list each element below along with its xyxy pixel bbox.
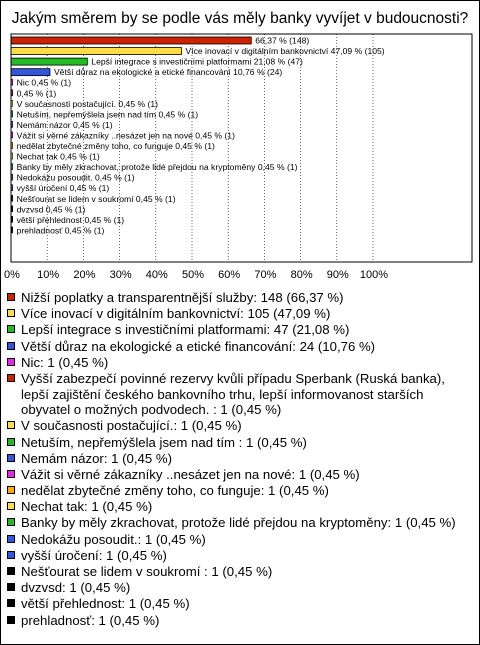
legend-swatch xyxy=(7,502,15,510)
bar xyxy=(11,37,251,44)
bar-data-label: 0,45 % (1) xyxy=(16,88,57,99)
legend-swatch xyxy=(7,342,15,350)
legend-swatch xyxy=(7,518,15,526)
legend-label: větší přehlednost: 1 (0,45 %) xyxy=(21,596,190,612)
legend-item xyxy=(7,613,473,629)
legend-item xyxy=(7,499,473,515)
bar-data-label: Větší důraz na ekologické a etické financování 10,76 % (24) xyxy=(53,67,283,78)
x-tick-label: 50% xyxy=(181,269,205,281)
legend-label: Lepší integrace s investičními platformami: 47 (21,08 %) xyxy=(21,322,350,338)
legend-label: nedělat zbytečné změny toho, co funguje: 1 (0,45 %) xyxy=(21,483,329,499)
x-tick-label: 100% xyxy=(359,269,389,281)
bar-data-label: 66,37 % (148) xyxy=(255,35,310,46)
legend-item xyxy=(7,451,473,467)
x-tick-label: 60% xyxy=(218,269,241,281)
legend-label: prehladnosť: 1 (0,45 %) xyxy=(21,612,160,628)
x-tick-label: 70% xyxy=(254,269,277,281)
bar-data-label: Netuším, nepřemýšlela jsem nad tím 0,45 % (1) xyxy=(16,109,199,120)
bar-data-label: Nemám názor 0,45 % (1) xyxy=(16,119,113,130)
bar-data-label: vyšší úročení 0,45 % (1) xyxy=(16,183,110,194)
legend-swatch xyxy=(7,309,15,317)
x-tick-label: 30% xyxy=(109,269,132,281)
bar-data-label: nedělat zbytečné změny toho, co funguje 0,45 % (1) xyxy=(16,141,215,151)
legend-label: Nic: 1 (0,45 %) xyxy=(21,354,109,370)
x-tick-label: 10% xyxy=(37,269,60,281)
x-tick-label: 40% xyxy=(145,269,168,281)
legend-label: Nižší poplatky a transparentnější služby: 148 (66,37 %) xyxy=(21,290,344,305)
chart-legend xyxy=(7,290,473,629)
legend-swatch xyxy=(7,374,15,382)
legend-swatch xyxy=(7,293,15,301)
bar-data-label: V současnosti postačující. 0,45 % (1) xyxy=(16,98,159,109)
legend-item xyxy=(7,371,473,418)
legend-swatch xyxy=(7,535,15,543)
legend-label: Vyšší zabezpečí povinné rezervy kvůli případu Sperbank (Ruská banka), lepší zajištění českého bankovního trhu, lepší informovanost starších obyvatel o možných podvodech. : 1 (0,45 %) xyxy=(21,370,445,418)
chart-title: Jakým směrem by se podle vás měly banky vyvíjet v budoucnosti? xyxy=(11,10,469,27)
legend-label: Nešťourat se lidem v soukromí : 1 (0,45 %) xyxy=(21,564,273,579)
legend-swatch xyxy=(7,454,15,462)
legend-swatch xyxy=(7,470,15,478)
bar-data-label: Nechat tak 0,45 % (1) xyxy=(16,151,100,162)
legend-label: Nedokážu posoudit.: 1 (0,45 %) xyxy=(21,531,206,547)
bar xyxy=(11,69,50,76)
legend-label: Nemám názor: 1 (0,45 %) xyxy=(21,450,172,466)
legend-label: Netuším, nepřemýšlela jsem nad tím : 1 (0,45 %) xyxy=(21,434,307,450)
legend-label: vyšší úročení: 1 (0,45 %) xyxy=(21,547,167,563)
bar-data-label: Nedokážu posoudit. 0,45 % (1) xyxy=(16,172,135,183)
legend-item xyxy=(7,515,473,531)
legend-swatch xyxy=(7,325,15,333)
bar-chart-plot xyxy=(0,0,480,290)
legend-label: Banky by měly zkrachovat, protože lidé přejdou na kryptoměny: 1 (0,45 %) xyxy=(21,515,456,531)
legend-item xyxy=(7,418,473,434)
legend-item xyxy=(7,564,473,580)
legend-label: Větší důraz na ekologické a etické financování: 24 (10,76 %) xyxy=(21,338,376,354)
bar-data-label: prehladnosť 0,45 % (1) xyxy=(16,225,105,236)
legend-label: Nechat tak: 1 (0,45 %) xyxy=(21,499,153,515)
legend-item xyxy=(7,467,473,483)
legend-item xyxy=(7,596,473,612)
legend-swatch xyxy=(7,421,15,429)
bar-data-label: dvzvsd 0,45 % (1) xyxy=(16,204,86,215)
legend-swatch xyxy=(7,616,15,624)
legend-item xyxy=(7,483,473,499)
legend-swatch xyxy=(7,551,15,559)
legend-item xyxy=(7,580,473,596)
bar-data-label: větší přehlednost 0,45 % (1) xyxy=(16,214,125,225)
legend-item xyxy=(7,306,473,322)
bar-data-label: Nešťourat se lidem v soukromí 0,45 % (1) xyxy=(16,193,176,204)
legend-item xyxy=(7,548,473,564)
legend-item xyxy=(7,290,473,306)
legend-swatch xyxy=(7,438,15,446)
legend-swatch xyxy=(7,567,15,575)
legend-item xyxy=(7,355,473,371)
legend-item xyxy=(7,322,473,338)
x-tick-label: 90% xyxy=(326,269,349,281)
bar-data-label: Nic 0,45 % (1) xyxy=(16,77,72,88)
legend-swatch xyxy=(7,358,15,366)
legend-swatch xyxy=(7,486,15,494)
legend-label: V současnosti postačující.: 1 (0,45 %) xyxy=(21,418,242,434)
legend-label: Více inovací v digitálním bankovnictví: 105 (47,09 %) xyxy=(21,306,331,322)
bar xyxy=(11,48,181,55)
bar-data-label: Vážit si věrné zákazníky ..nesázet jen na nové 0,45 % (1) xyxy=(16,130,235,141)
legend-item xyxy=(7,532,473,548)
x-tick-label: 0% xyxy=(4,269,20,281)
legend-swatch xyxy=(7,583,15,591)
legend-label: Vážit si věrné zákazníky ..nesázet jen na nové: 1 (0,45 %) xyxy=(21,466,360,482)
legend-item xyxy=(7,339,473,355)
legend-label: dvzvsd: 1 (0,45 %) xyxy=(21,580,131,596)
legend-item xyxy=(7,435,473,451)
bar-data-label: Banky by měly zkrachovat, protože lidé přejdou na kryptoměny 0,45 % (1) xyxy=(16,162,298,173)
x-tick-label: 20% xyxy=(73,269,96,281)
x-tick-label: 80% xyxy=(290,269,313,281)
bar xyxy=(11,58,87,65)
bar-data-label: Více inovací v digitálním bankovnictví 47,09 % (105) xyxy=(185,46,385,57)
bar-data-label: Lepší integrace s investičními platformami 21,08 % (47) xyxy=(91,56,303,67)
legend-swatch xyxy=(7,599,15,607)
